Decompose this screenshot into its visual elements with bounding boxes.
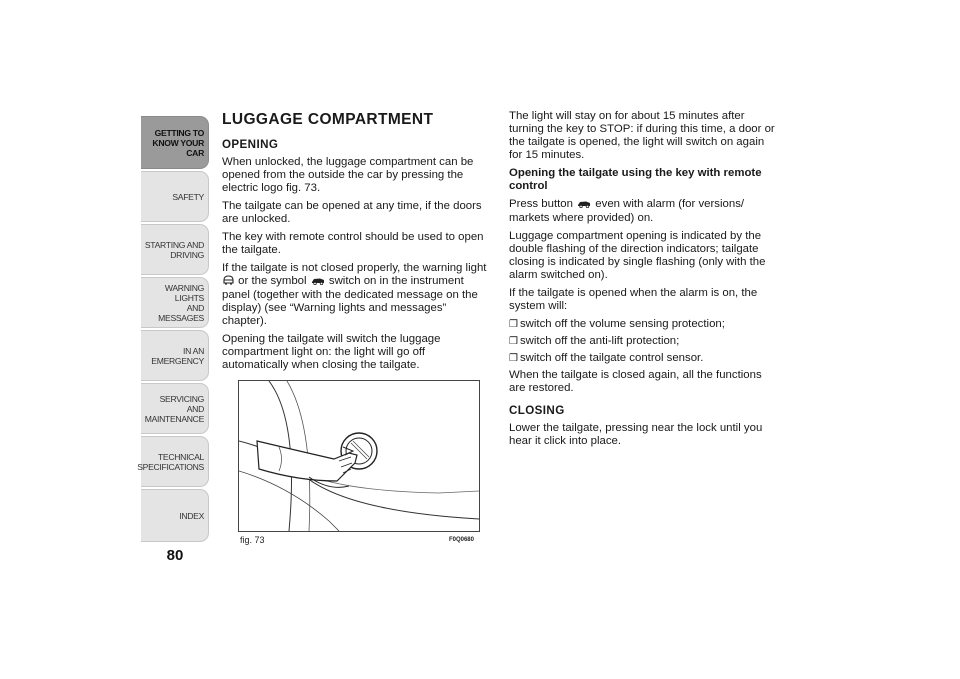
list-item — [509, 318, 779, 331]
car-tailgate-icon — [311, 276, 325, 289]
section-title: LUGGAGE COMPARTMENT — [222, 111, 434, 128]
list-item — [509, 352, 779, 365]
paragraph-warning-light — [222, 262, 494, 328]
tab-label: IN AN EMERGENCY — [151, 345, 204, 366]
paragraph: Opening the tailgate will switch the luggage compartment light on: the light will go off automatically when closing the tailgate. — [222, 333, 441, 371]
tab-label: STARTING AND DRIVING — [144, 239, 204, 260]
figure-code: F0Q0680 — [448, 537, 474, 543]
text-fragment: or the symbol — [238, 275, 307, 287]
page-number: 80 — [166, 547, 184, 564]
paragraph: The tailgate can be opened at any time, if the doors are unlocked. — [222, 200, 482, 225]
list-item-text: switch off the anti-lift protection; — [519, 335, 680, 347]
tab-label: TECHNICAL SPECIFICATIONS — [137, 451, 204, 472]
open-tailgate-warning-icon — [223, 275, 234, 289]
tab-in-an-emergency[interactable] — [141, 330, 209, 381]
paragraph: Luggage compartment opening is indicated by the double flashing of the direction indicators; tailgate closing is indicated by single flashing (only with the alarm switched on). — [509, 230, 766, 281]
opening-heading: OPENING — [222, 138, 279, 151]
tab-index[interactable] — [141, 489, 209, 542]
car-tailgate-icon — [577, 199, 591, 212]
tab-getting-to-know-your-car[interactable] — [141, 116, 209, 169]
text-fragment: If the tailgate is not closed properly, the warning light — [222, 262, 487, 274]
list-item-text: switch off the volume sensing protection; — [519, 318, 725, 330]
tab-label: WARNING LIGHTS AND MESSAGES — [158, 282, 204, 323]
tab-starting-and-driving[interactable] — [141, 224, 209, 275]
tab-warning-lights-and-messages[interactable] — [141, 277, 209, 328]
text-fragment: even with alarm (for versions/ markets where provided) on. — [509, 198, 745, 224]
paragraph: When the tailgate is closed again, all the functions are restored. — [509, 369, 762, 394]
tab-servicing-and-maintenance[interactable] — [141, 383, 209, 434]
figure-label: fig. 73 — [240, 535, 265, 545]
paragraph: The light will stay on for about 15 minutes after turning the key to STOP: if during this time, a door or the tailgate is opened, the light will switch on again for 15 minutes. — [509, 110, 775, 161]
right-column — [509, 110, 779, 453]
left-column — [222, 113, 494, 377]
paragraph: When unlocked, the luggage compartment can be opened from the outside the car by pressing the electric logo fig. 73. — [222, 156, 474, 194]
paragraph: Lower the tailgate, pressing near the lock until you hear it click into place. — [509, 422, 763, 447]
text-fragment: switch on in the instrument panel (together with the dedicated message on the display) (see “Warning lights and messages” chapter). — [222, 275, 478, 327]
list-item-text: switch off the tailgate control sensor. — [519, 352, 704, 364]
figure-73 — [238, 380, 480, 545]
tab-label: SAFETY — [172, 191, 204, 202]
tab-safety[interactable] — [141, 171, 209, 222]
list-item — [509, 335, 779, 348]
paragraph: The key with remote control should be used to open the tailgate. — [222, 231, 484, 256]
tab-technical-specifications[interactable] — [137, 436, 209, 487]
remote-control-heading: Opening the tailgate using the key with remote control — [509, 167, 762, 192]
tab-label: SERVICING AND MAINTENANCE — [144, 393, 204, 424]
closing-heading: CLOSING — [509, 404, 565, 417]
checkbox-bullet-icon: ❒ — [509, 353, 518, 364]
checkbox-bullet-icon: ❒ — [509, 319, 518, 330]
tab-label: GETTING TO KNOW YOUR CAR — [152, 127, 204, 158]
tab-label: INDEX — [179, 510, 204, 521]
checkbox-bullet-icon: ❒ — [509, 336, 518, 347]
paragraph: If the tailgate is opened when the alarm is on, the system will: — [509, 287, 758, 312]
text-fragment: Press button — [509, 198, 573, 210]
tailgate-illustration — [238, 380, 480, 532]
paragraph-press-button — [509, 198, 779, 225]
